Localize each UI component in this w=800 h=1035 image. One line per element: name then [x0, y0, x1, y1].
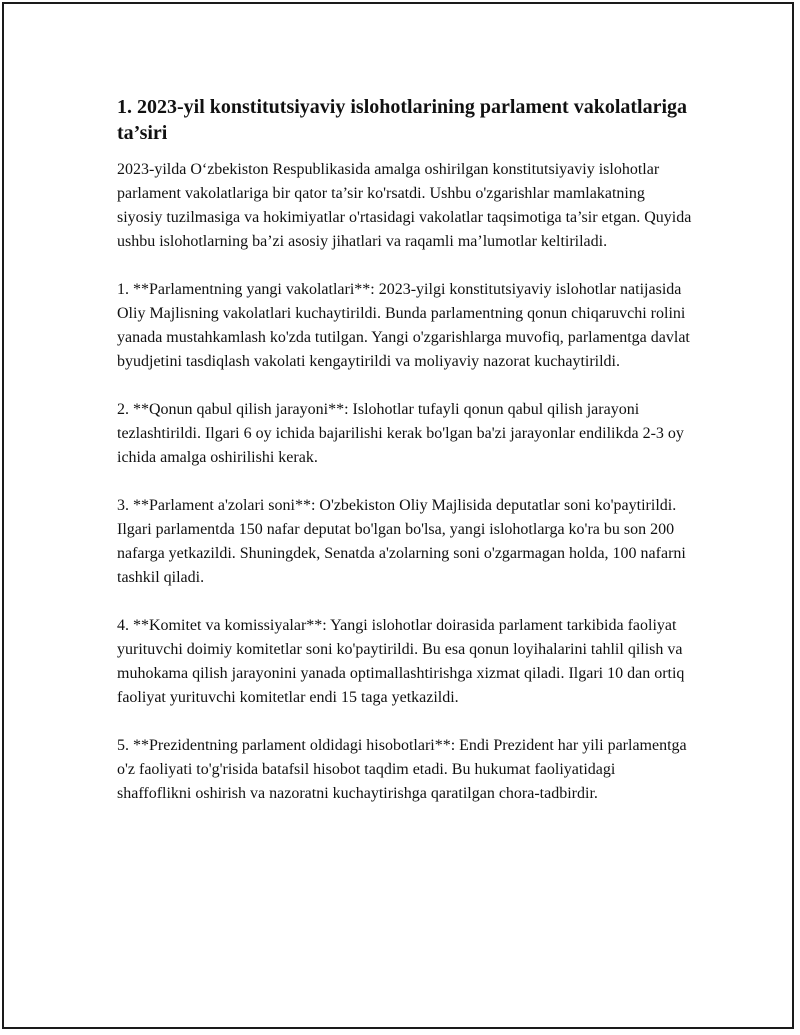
document-body: [117, 94, 692, 830]
point-5-paragraph: 5. **Prezidentning parlament oldidagi hisobotlari**: Endi Prezident har yili parlamentga o'z faoliyati to'g'risida batafsil hisobot taqdim etadi. Bu hukumat faoliyatidagi shaffoflikni oshirish va nazoratni kuchaytirishga qaratilgan chora-tadbirdir.: [117, 737, 687, 802]
point-4-paragraph: 4. **Komitet va komissiyalar**: Yangi islohotlar doirasida parlament tarkibida faoliyat yurituvchi doimiy komitetlar soni ko'paytirildi. Bu esa qonun loyihalarini tahlil qilish va muhokama qilish jarayonini yanada optimallashtirishga xizmat qiladi. Ilgari 10 dan ortiq faoliyat yurituvchi komitetlar endi 15 taga yetkazildi.: [117, 617, 685, 706]
point-3-paragraph: 3. **Parlament a'zolari soni**: O'zbekiston Oliy Majlisida deputatlar soni ko'paytirildi. Ilgari parlamentda 150 nafar deputat bo'lgan bo'lsa, yangi islohotlarga ko'ra bu son 200 nafarga yetkazildi. Shuningdek, Senatda a'zolarning soni o'zgarmagan holda, 100 nafarni tashkil qiladi.: [117, 497, 686, 586]
intro-paragraph: 2023-yilda O‘zbekiston Respublikasida amalga oshirilgan konstitutsiyaviy islohotlar parlament vakolatlariga bir qator ta’sir ko'rsatdi. Ushbu o'zgarishlar mamlakatning siyosiy tuzilmasiga va hokimiyatlar o'rtasidagi vakolatlar taqsimotiga ta’sir etgan. Quyida ushbu islohotlarning ba’zi asosiy jihatlari va raqamli ma’lumotlar keltiriladi.: [117, 161, 692, 250]
point-2-paragraph: 2. **Qonun qabul qilish jarayoni**: Islohotlar tufayli qonun qabul qilish jarayoni tezlashtirildi. Ilgari 6 oy ichida bajarilishi kerak bo'lgan ba'zi jarayonlar endilikda 2-3 oy ichida amalga oshirilishi kerak.: [117, 401, 684, 466]
point-1-paragraph: 1. **Parlamentning yangi vakolatlari**: 2023-yilgi konstitutsiyaviy islohotlar natijasida Oliy Majlisning vakolatlari kuchaytirildi. Bunda parlamentning qonun chiqaruvchi rolini yanada mustahkamlash ko'zda tutilgan. Yangi o'zgarishlarga muvofiq, parlamentga davlat byudjetini tasdiqlash vakolati kengaytirildi va moliyaviy nazorat kuchaytirildi.: [117, 281, 690, 370]
section-title: 1. 2023-yil konstitutsiyaviy islohotlarining parlament vakolatlariga ta’siri: [117, 96, 688, 144]
